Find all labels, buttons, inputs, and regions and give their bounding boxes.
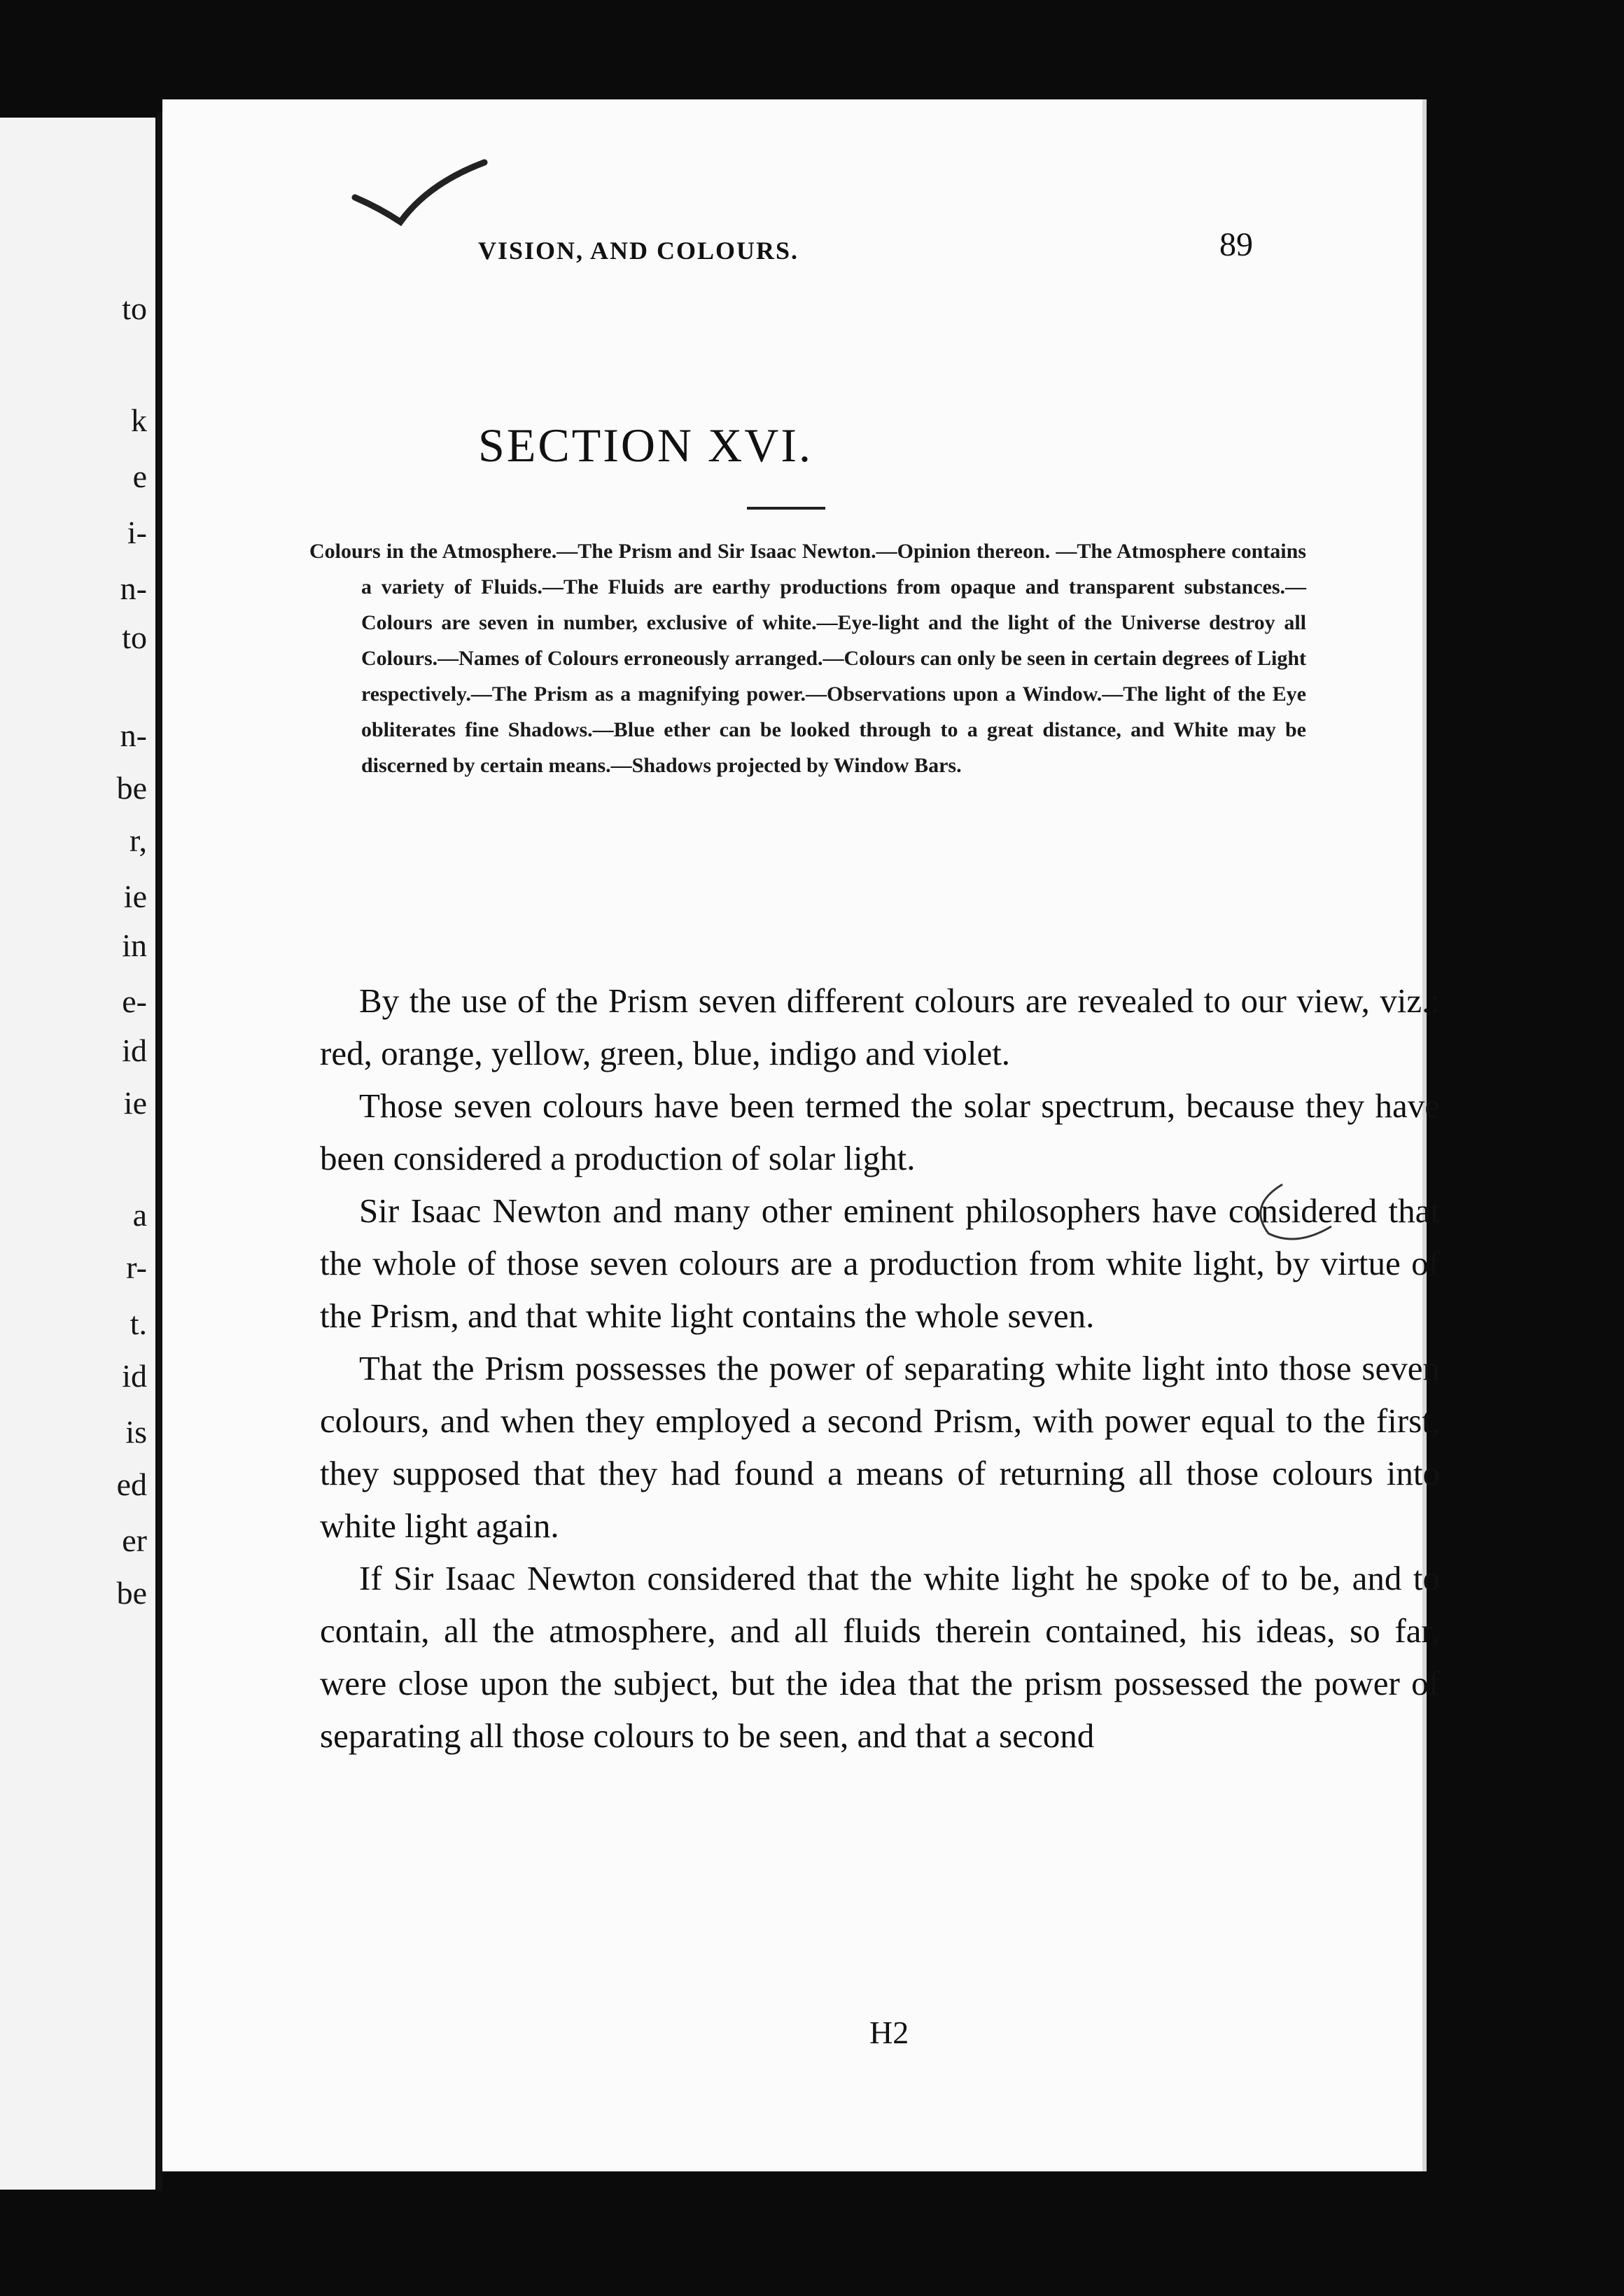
book-page (162, 99, 1440, 2171)
section-summary: Colours in the Atmosphere.—The Prism and Sir Isaac Newton.—Opinion thereon. —The Atmosphere contains a variety of Fluids.—The Fluids are earthy productions from opaque and transparent substances.—Colours are seven in number, exclusive of white.—Eye-light and the light of the Universe destroy all Colours.—Names of Colours erroneously arranged.—Colours can only be seen in certain degrees of Light respectively.—The Prism as a magnifying power.—Observations upon a Window.—The light of the Eye obliterates fine Shadows.—Blue ether can be looked through to a great distance, and White may be discerned by certain means.—Shadows projected by Window Bars. (309, 540, 1306, 777)
running-head: VISION, AND COLOURS. (477, 237, 799, 265)
signature-mark: H2 (869, 2015, 909, 2050)
page-gutter (157, 112, 162, 2191)
facing-page-fragment: id (122, 1358, 147, 1394)
body-text (320, 974, 1440, 1762)
facing-page-fragment: er (122, 1522, 147, 1558)
facing-page-fragment: r, (130, 822, 147, 858)
facing-page-fragment: a (132, 1197, 147, 1233)
facing-page-fragment: is (125, 1414, 147, 1450)
facing-page (0, 118, 155, 2190)
facing-page-fragment: e- (122, 983, 147, 1019)
paragraph: That the Prism possesses the power of separating white light into those seven colours, and when they employed a second Prism, with power equal to the first, they supposed that they had found a means of returning all those colours into white light again. (320, 1349, 1440, 1545)
facing-page-text-fragments (0, 118, 155, 2190)
facing-page-fragment: n- (120, 718, 147, 753)
facing-page-fragment: id (122, 1032, 147, 1068)
facing-page-fragment: be (116, 770, 147, 806)
section-title: SECTION XVI. (478, 419, 813, 472)
paragraph: By the use of the Prism seven different colours are revealed to our view, viz.: red, orange, yellow, green, blue, indigo and violet. (320, 981, 1440, 1072)
facing-page-fragment: in (122, 927, 147, 963)
paragraph: If Sir Isaac Newton considered that the white light he spoke of to be, and to contain, all the atmosphere, and all fluids therein contained, his ideas, so far, were close upon the subject, but the idea that the prism possessed the power of separating all those colours to be seen, and that a second (320, 1559, 1440, 1755)
paragraph: Sir Isaac Newton and many other eminent philosophers have considered that the whole of those seven colours are a production from white light, by virtue of the Prism, and that white light contains the whole seven. (320, 1191, 1440, 1335)
facing-page-fragment: ie (123, 878, 147, 914)
title-rule (747, 507, 825, 510)
facing-page-fragment: to (122, 290, 147, 326)
pen-mark-decoration (351, 155, 491, 239)
facing-page-fragment: ed (116, 1466, 147, 1502)
paragraph: Those seven colours have been termed the solar spectrum, because they have been considered a production of solar light. (320, 1086, 1440, 1177)
facing-page-fragment: t. (130, 1306, 147, 1341)
facing-page-fragment: e (132, 458, 147, 494)
margin-pencil-mark (1240, 1177, 1338, 1254)
facing-page-fragment: i- (127, 514, 147, 550)
facing-page-fragment: r- (126, 1250, 147, 1285)
facing-page-fragment: n- (120, 570, 147, 606)
facing-page-fragment: be (116, 1575, 147, 1611)
facing-page-fragment: to (122, 620, 147, 655)
page-number: 89 (1219, 226, 1253, 263)
facing-page-fragment: ie (123, 1085, 147, 1121)
facing-page-fragment: k (131, 402, 147, 438)
